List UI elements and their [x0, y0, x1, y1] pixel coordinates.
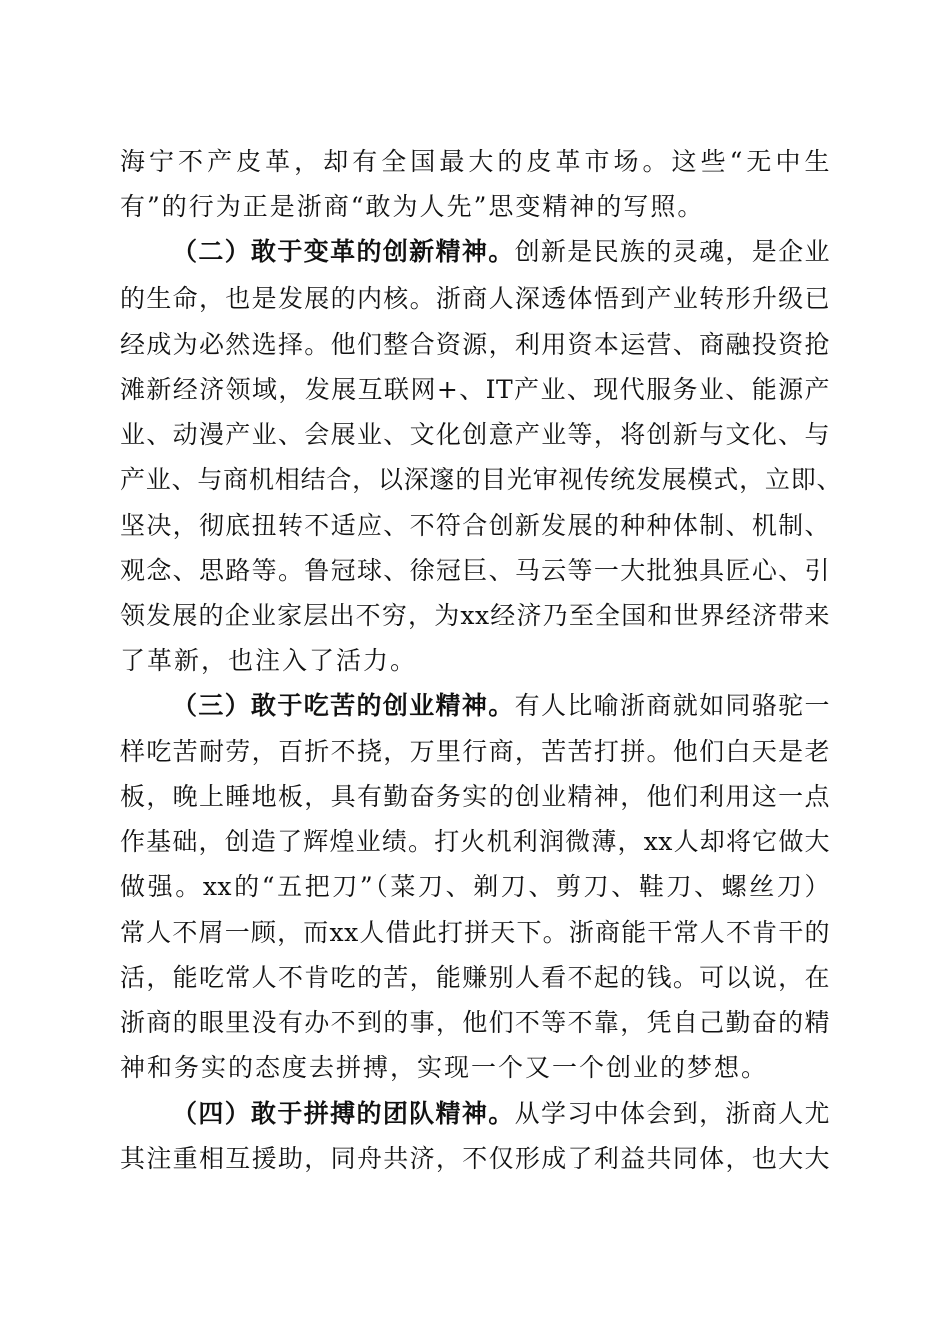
- text-line: [120, 1139, 830, 1179]
- line-text: 常人不屑一顾，而xx人借此打拼天下。浙商能干常人不肯干的: [120, 918, 830, 947]
- text-line: [120, 867, 830, 907]
- line-text: 做强。xx的“五把刀”（菜刀、剃刀、剪刀、鞋刀、螺丝刀）: [120, 872, 830, 901]
- text-line: [120, 325, 830, 365]
- text-line: [120, 551, 830, 591]
- text-line: [120, 777, 830, 817]
- text-line: [120, 1048, 830, 1088]
- line-text: 从学习中体会到，浙商人尤: [514, 1099, 830, 1128]
- line-text: 样吃苦耐劳，百折不挠，万里行商，苦苦打拼。他们白天是老: [120, 737, 830, 766]
- line-text: 板，晚上睡地板，具有勤奋务实的创业精神，他们利用这一点: [120, 782, 830, 811]
- line-text: 作基础，创造了辉煌业绩。打火机利润微薄，xx人却将它做大: [120, 827, 830, 856]
- text-line: [120, 370, 830, 410]
- text-line: [120, 822, 830, 862]
- text-line: [120, 279, 830, 319]
- text-line: [120, 415, 830, 455]
- section-heading: （四）敢于拼搏的团队精神。: [172, 1099, 515, 1128]
- line-text: 有”的行为正是浙商“敢为人先”思变精神的写照。: [120, 192, 705, 221]
- line-text: 产业、与商机相结合，以深邃的目光审视传统发展模式，立即、: [120, 465, 842, 494]
- text-line: [120, 142, 830, 182]
- line-text: 海宁不产皮革，却有全国最大的皮革市场。这些“无中生: [120, 147, 830, 176]
- line-text: 观念、思路等。鲁冠球、徐冠巨、马云等一大批独具匠心、引: [120, 556, 830, 585]
- line-text: 活，能吃常人不肯吃的苦，能赚别人看不起的钱。可以说，在: [120, 963, 830, 992]
- text-line: [120, 913, 830, 953]
- line-text: 经成为必然选择。他们整合资源，利用资本运营、商融投资抢: [120, 330, 830, 359]
- text-line: [120, 187, 830, 227]
- text-line: [120, 641, 830, 681]
- text-line: [120, 732, 830, 772]
- line-text: 其注重相互援助，同舟共济，不仅形成了利益共同体，也大大: [120, 1144, 830, 1173]
- line-text: 有人比喻浙商就如同骆驼一: [514, 691, 830, 720]
- text-line: [120, 460, 842, 500]
- line-text: 业、动漫产业、会展业、文化创意产业等，将创新与文化、与: [120, 420, 830, 449]
- line-text: 浙商的眼里没有办不到的事，他们不等不靠，凭自己勤奋的精: [120, 1008, 830, 1037]
- line-text: 神和务实的态度去拼搏，实现一个又一个创业的梦想。: [120, 1053, 769, 1082]
- section-heading: （三）敢于吃苦的创业精神。: [172, 691, 515, 720]
- line-text: 坚决，彻底扭转不适应、不符合创新发展的种种体制、机制、: [120, 511, 830, 540]
- text-line: [120, 506, 830, 546]
- text-line: [120, 1003, 830, 1043]
- line-text: 的生命，也是发展的内核。浙商人深透体悟到产业转形升级已: [120, 284, 830, 313]
- paragraph-heading-line: [172, 1094, 830, 1134]
- paragraph-heading-line: [172, 686, 830, 726]
- text-line: [120, 958, 830, 998]
- section-heading: （二）敢于变革的创新精神。: [172, 237, 515, 266]
- line-text: 领发展的企业家层出不穷，为xx经济乃至全国和世界经济带来: [120, 601, 830, 630]
- line-text: 滩新经济领域，发展互联网+、IT产业、现代服务业、能源产: [120, 375, 830, 404]
- text-line: [120, 596, 830, 636]
- paragraph-heading-line: [172, 232, 830, 272]
- line-text: 创新是民族的灵魂，是企业: [514, 237, 830, 266]
- line-text: 了革新，也注入了活力。: [120, 646, 418, 675]
